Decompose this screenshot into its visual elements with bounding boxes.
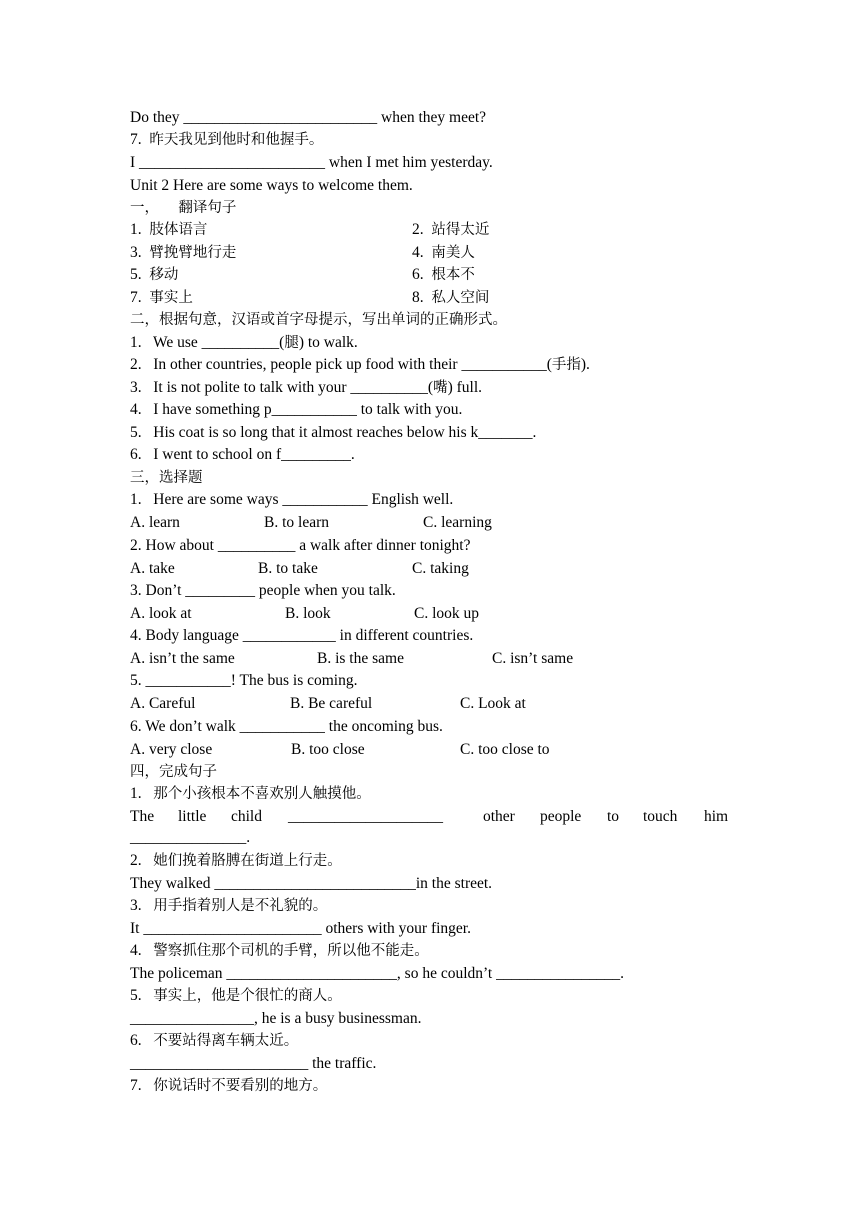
text-line: I ________________________ when I met him yesterday.	[130, 154, 493, 171]
text-line: _______________.	[130, 829, 251, 846]
text-line: 4. Body language ____________ in different countries.	[130, 627, 474, 644]
text-line: 4. 警察抓住那个司机的手臂，所以他不能走。	[130, 942, 429, 959]
text-line: 7. 你说话时不要看别的地方。	[130, 1077, 328, 1094]
text-line: 5. ___________! The bus is coming.	[130, 672, 358, 689]
text-line: Do they _________________________ when they meet?	[130, 109, 487, 126]
text-line: B. too close	[291, 741, 365, 758]
text-line: B. is the same	[317, 650, 404, 667]
text-line: 4. I have something p___________ to talk with you.	[130, 401, 463, 418]
text-line: A. take	[130, 560, 175, 577]
text-line: 二，根据句意，汉语或首字母提示，写出单词的正确形式。	[130, 312, 507, 328]
text-line: _______________________ the traffic.	[130, 1055, 377, 1072]
text-line: 2. 她们挽着胳膊在街道上行走。	[130, 852, 342, 869]
text-line: Unit 2 Here are some ways to welcome them.	[130, 177, 413, 194]
text-line: 3. 用手指着别人是不礼貌的。	[130, 897, 328, 914]
text-line: B. to learn	[264, 514, 329, 531]
text-line: 3. It is not polite to talk with your __________(嘴) full.	[130, 379, 483, 396]
text-line: 5. 事实上，他是个很忙的商人。	[130, 987, 342, 1004]
text-line: 3. 臂挽臂地行走	[130, 244, 237, 261]
text-line: It _______________________ others with your finger.	[130, 920, 471, 937]
text-line: ________________, he is a busy businessman.	[130, 1010, 422, 1027]
text-line: A. Careful	[130, 695, 196, 712]
text-line: The	[130, 808, 155, 825]
text-line: C. isn’t same	[492, 650, 574, 667]
text-line: 7. 昨天我见到他时和他握手。	[130, 131, 324, 148]
text-line: 5. 移动	[130, 266, 179, 283]
text-line: him	[704, 808, 729, 825]
text-line: 2. How about __________ a walk after dinner tonight?	[130, 537, 471, 554]
text-line: 6. We don’t walk ___________ the oncoming bus.	[130, 718, 443, 735]
text-line: other	[483, 808, 515, 825]
text-line: 6. 不要站得离车辆太近。	[130, 1032, 299, 1049]
text-line: 1. We use __________(腿) to walk.	[130, 334, 358, 351]
text-line: 8. 私人空间	[412, 289, 490, 306]
text-line: ____________________	[288, 808, 443, 825]
text-line: 4. 南美人	[412, 244, 475, 261]
text-line: 三，选择题	[130, 470, 203, 486]
text-line: 2. 站得太近	[412, 221, 490, 238]
text-line: The policeman ______________________, so he couldn’t ________________.	[130, 965, 624, 982]
text-line: B. look	[285, 605, 331, 622]
text-line: C. too close to	[460, 741, 550, 758]
text-line: A. look at	[130, 605, 192, 622]
text-line: B. Be careful	[290, 695, 373, 712]
text-line: 5. His coat is so long that it almost reaches below his k_______.	[130, 424, 537, 441]
text-line: 3. Don’t _________ people when you talk.	[130, 582, 396, 599]
text-line: touch	[643, 808, 678, 825]
text-line: 7. 事实上	[130, 289, 193, 306]
text-line: little	[178, 808, 207, 825]
text-line: 一， 翻译句子	[130, 200, 237, 216]
text-line: people	[540, 808, 582, 825]
text-line: They walked __________________________in the street.	[130, 875, 493, 892]
text-line: C. Look at	[460, 695, 526, 712]
text-line: B. to take	[258, 560, 318, 577]
text-line: C. taking	[412, 560, 469, 577]
text-line: 1. 那个小孩根本不喜欢别人触摸他。	[130, 785, 371, 802]
text-line: A. learn	[130, 514, 180, 531]
text-line: 6. I went to school on f_________.	[130, 446, 355, 463]
text-line: 1. 肢体语言	[130, 221, 208, 238]
text-line: 2. In other countries, people pick up food with their ___________(手指).	[130, 356, 590, 373]
text-line: C. look up	[414, 605, 480, 622]
text-line: 四，完成句子	[130, 764, 217, 780]
text-line: A. isn’t the same	[130, 650, 235, 667]
text-line: to	[607, 808, 620, 825]
text-line: child	[231, 808, 262, 825]
text-line: C. learning	[423, 514, 492, 531]
text-line: 1. Here are some ways ___________ English well.	[130, 491, 454, 508]
text-line: A. very close	[130, 741, 213, 758]
text-line: 6. 根本不	[412, 266, 475, 283]
